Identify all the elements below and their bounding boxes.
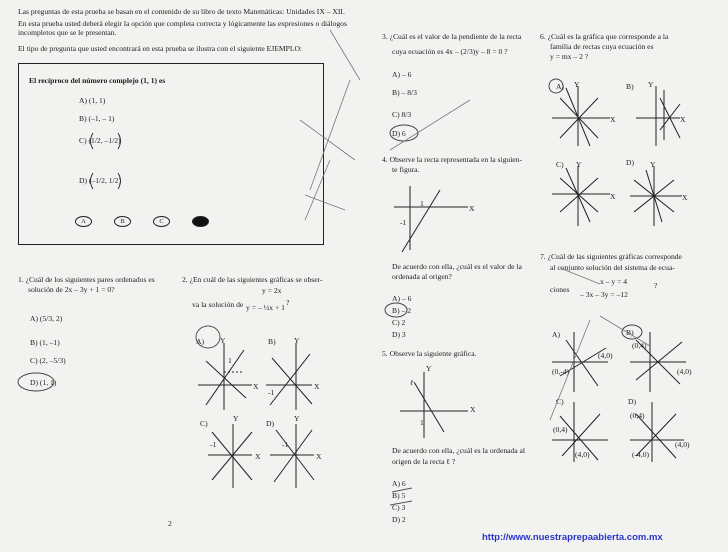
q7-point-2: (0,-4)	[552, 367, 570, 376]
q3-option-c: C) 8/3	[392, 110, 412, 119]
q4-tick-y: -1	[400, 218, 407, 227]
q2-graph-c	[208, 424, 252, 488]
q2-graph-a	[198, 343, 252, 410]
q4-text-2: te figura.	[392, 165, 420, 174]
q6-text-3: y = mx – 2 ?	[550, 52, 589, 61]
q1-option-c: C) (2, –5/3)	[30, 356, 66, 365]
q2-text-2: va la solución de	[192, 300, 244, 309]
q2-d-x-label: X	[316, 452, 322, 461]
q7-graph-d-label: D)	[628, 397, 637, 406]
bubble-d[interactable]: D	[192, 216, 209, 227]
q6-graph-d-label: D)	[626, 158, 635, 167]
q7-graph-d	[630, 402, 684, 462]
bubble-c[interactable]: C	[153, 216, 170, 227]
q4-graph	[394, 186, 468, 252]
q2-graph-b-label: B)	[268, 337, 276, 346]
q3-option-d: D) 6	[392, 129, 406, 138]
q6-pen-circle	[549, 79, 563, 93]
q5-option-b: B) 5	[392, 491, 406, 500]
q6-graph-a	[552, 86, 610, 146]
q3-option-b: B) – 8/3	[392, 88, 417, 97]
q2-c-x-label: X	[255, 452, 261, 461]
q4-pen-circle	[385, 303, 407, 317]
q3-option-a: A) – 6	[392, 70, 412, 79]
q3-pen-circle	[390, 125, 418, 141]
q5-option-a: A) 6	[392, 479, 406, 488]
q7-graph-c-label: C)	[556, 397, 564, 406]
q1-text-2: solución de 2x – 3y + 1 = 0?	[28, 285, 115, 294]
q6-a-x: X	[610, 115, 616, 124]
q1-option-b: B) (1, –1)	[30, 338, 60, 347]
q2-a-y-label: Y	[220, 336, 226, 345]
q3-text-2: cuya ecuación es 4x – (2/3)y – 8 = 0 ?	[392, 47, 508, 56]
q6-b-x: X	[680, 115, 686, 124]
q7-pen-scribbles	[550, 268, 650, 420]
q6-b-y: Y	[648, 80, 654, 89]
q6-text-2: familia de rectas cuya ecuación es	[550, 42, 654, 51]
q5-after-1: De acuerdo con ella, ¿cuál es la ordenada al	[392, 446, 526, 455]
q2-a-x-label: X	[253, 382, 259, 391]
q7-point-4: (0,4)	[632, 341, 647, 350]
q2-eq-2: y = – ½x + 1	[246, 303, 285, 312]
q5-after-2: origen de la recta ℓ ?	[392, 457, 456, 466]
q5-y-label: Y	[426, 364, 432, 373]
q5-graph	[400, 372, 468, 438]
q2-d-y-label: Y	[294, 414, 300, 423]
q4-after-2: ordenada al origen?	[392, 272, 452, 281]
q7-graph-b-label: B)	[626, 328, 634, 337]
q7-graph-a	[552, 332, 608, 392]
q2-b-x-label: X	[314, 382, 320, 391]
q7-text-2: al conjunto solución del sistema de ecua-	[550, 263, 675, 272]
q4-option-b: B) – 2	[392, 306, 411, 315]
q2-b-tick: -1	[268, 388, 275, 397]
q7-point-6: (4,0)	[575, 450, 590, 459]
q5-pen-marks	[390, 488, 412, 505]
q1-pen-circle	[18, 373, 57, 391]
q6-d-y: Y	[650, 160, 656, 169]
q2-c-y-label: Y	[233, 414, 239, 423]
bubble-b[interactable]: B	[114, 216, 131, 227]
q7-point-5: (0,4)	[553, 425, 568, 434]
page-number: 2	[168, 519, 172, 528]
q7-eq-2: – 3x – 3y = –12	[580, 290, 628, 299]
q6-graph-c-label: C)	[556, 160, 564, 169]
q6-graph-b	[636, 86, 680, 146]
example-option-a: A) (1, 1)	[79, 96, 106, 105]
q2-pen-circle	[196, 326, 220, 348]
q3-text-1: 3. ¿Cuál es el valor de la pendiente de la recta	[382, 32, 522, 41]
q7-graph-c	[552, 402, 608, 462]
q6-c-x: X	[610, 192, 616, 201]
footer-url[interactable]: http://www.nuestraprepaabierta.com.mx	[482, 532, 663, 543]
q6-d-x: X	[682, 193, 688, 202]
q7-graph-b	[630, 332, 686, 392]
q7-graph-a-label: A)	[552, 330, 561, 339]
q5-option-c: C) 3	[392, 503, 406, 512]
q2-graph-b	[266, 343, 312, 410]
example-option-d: D) (–1/2, 1/2)	[79, 176, 121, 185]
q1-option-a: A) (5/3, 2)	[30, 314, 63, 323]
q7-qmark: ?	[654, 281, 658, 290]
q5-tick-x: 1	[420, 418, 424, 427]
q4-x-label: X	[469, 204, 475, 213]
q4-option-d: D) 3	[392, 330, 406, 339]
q6-graph-b-label: B)	[626, 82, 634, 91]
header-line-1: Las preguntas de esta prueba se basan en el contenido de su libro de texto Matemáticas: Unidades IX – XII.	[18, 7, 345, 16]
q5-text-1: 5. Observe la siguiente gráfica.	[382, 349, 477, 358]
q2-graph-c-label: C)	[200, 419, 208, 428]
example-option-b: B) (–1, – 1)	[79, 114, 115, 123]
header-line-3: incompletos que se le presentan.	[18, 28, 117, 37]
q7-point-7: (-4,0)	[632, 450, 650, 459]
header-line-4: El tipo de pregunta que usted encontrará en esta prueba se ilustra con el siguiente EJEMPLO:	[18, 44, 303, 53]
q2-a-tick: 1	[228, 356, 232, 365]
q2-qmark: ?	[286, 298, 290, 307]
header-line-2: En esta prueba usted deberá elegir la opción que completa correcta y lógicamente las expresiones o diálogos	[18, 19, 347, 28]
q6-graph-d	[630, 166, 682, 226]
q2-b-y-label: Y	[294, 336, 300, 345]
bubble-a[interactable]: A	[75, 216, 92, 227]
q5-line-label: ℓ	[410, 378, 414, 387]
q7-point-8: (4,0)	[675, 440, 690, 449]
q2-d-tick: -1	[282, 440, 289, 449]
q1-option-d: D) (1, 1)	[30, 378, 57, 387]
q5-x-label: X	[470, 405, 476, 414]
q6-graph-a-label: A)	[556, 82, 565, 91]
q7-point-1: (4,0)	[598, 351, 613, 360]
example-option-c: C) (1/2, –1/2)	[79, 136, 121, 145]
q2-graph-d-label: D)	[266, 419, 275, 428]
q4-option-a: A) – 6	[392, 294, 412, 303]
q2-graph-a-label: A)	[196, 337, 205, 346]
q5-option-d: D) 2	[392, 515, 406, 524]
q4-after-1: De acuerdo con ella, ¿cuál es el valor de la	[392, 262, 522, 271]
q7-eq-1: x – y = 4	[600, 277, 628, 286]
q6-c-y: Y	[576, 160, 582, 169]
example-title: El recíproco del número complejo (1, 1) es	[29, 76, 166, 85]
q4-option-c: C) 2	[392, 318, 406, 327]
example-fraction-brackets	[91, 133, 121, 189]
q2-eq-1: y = 2x	[262, 286, 282, 295]
pen-scribbles	[300, 30, 470, 220]
q6-graph-c	[552, 166, 610, 226]
q2-c-tick: -1	[210, 440, 217, 449]
q7-pen-circle	[622, 325, 642, 339]
q7-text-1: 7. ¿Cuál de las siguientes gráficas corresponde	[540, 252, 682, 261]
q1-text-1: 1. ¿Cuál de los siguientes pares ordenados es	[18, 275, 155, 284]
q4-text-1: 4. Observe la recta representada en la siguien-	[382, 155, 522, 164]
q2-text-1: 2. ¿En cuál de las siguientes gráficas se obser-	[182, 275, 323, 284]
q6-a-y: Y	[574, 80, 580, 89]
q2-graph-d	[270, 424, 314, 488]
q7-point-3: (4,0)	[677, 367, 692, 376]
q4-tick-x: 1	[420, 199, 424, 208]
q7-point-9: (0,4)	[630, 411, 645, 420]
q6-text-1: 6. ¿Cuál es la gráfica que corresponde a la	[540, 32, 669, 41]
q7-text-3: ciones	[550, 285, 570, 294]
